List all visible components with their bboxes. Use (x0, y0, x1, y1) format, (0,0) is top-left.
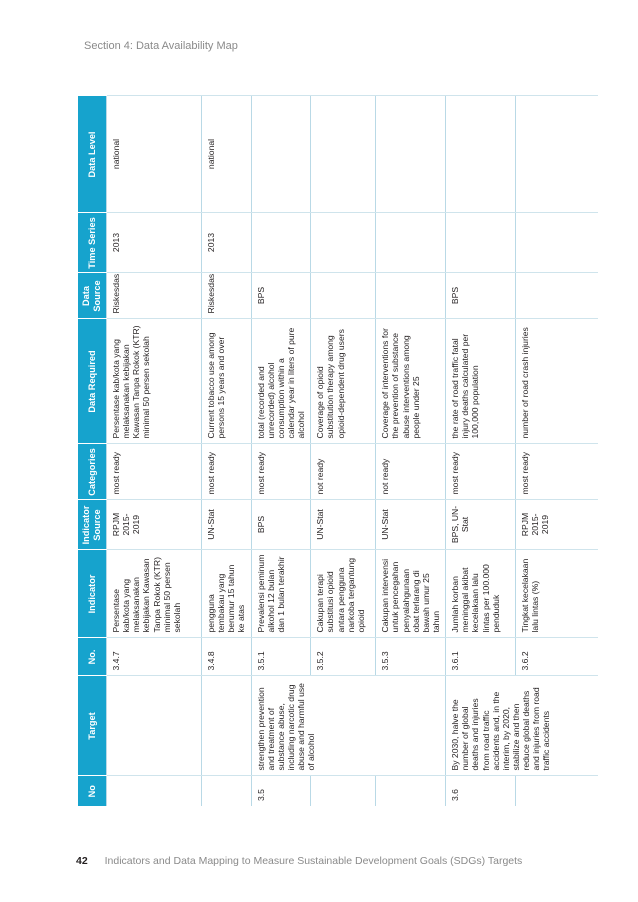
cell-data-level (516, 96, 598, 213)
cell-data-level (376, 96, 446, 213)
cell-indicator-no: 3.4.7 (107, 638, 202, 676)
table-row (107, 96, 202, 806)
cell-indicator: Persentase kab/kota yang melaksanakan kebijakan Kawasan Tanpa Rokok (KTR) minimal 50 persen sekolah (107, 550, 202, 638)
cell-category: most ready (107, 444, 202, 500)
table-row (251, 96, 311, 806)
cell-target (202, 676, 252, 776)
cell-indicator: Cakupan terapi substitusi opioid antara pengguna narkoba tergantung opioid (311, 550, 376, 638)
cell-indicator-source: UN-Stat (202, 500, 252, 550)
cell-data-source (376, 273, 446, 319)
column-header-data-required: Data Required (78, 319, 107, 444)
cell-time-series (446, 213, 516, 273)
cell-indicator-source: RPJM 2015-2019 (107, 500, 202, 550)
cell-no (376, 776, 446, 806)
cell-no: 3.5 (251, 776, 311, 806)
data-availability-table (78, 96, 598, 807)
cell-indicator-no: 3.6.2 (516, 638, 598, 676)
column-header-data-source: Data Source (78, 273, 107, 319)
cell-no (202, 776, 252, 806)
table-header-row (78, 96, 107, 806)
cell-category: not ready (376, 444, 446, 500)
cell-indicator-no: 3.5.3 (376, 638, 446, 676)
cell-no (107, 776, 202, 806)
cell-data-source (516, 273, 598, 319)
cell-time-series: 2013 (202, 213, 252, 273)
cell-no (516, 776, 598, 806)
cell-category: most ready (251, 444, 311, 500)
cell-data-required: Coverage of opioid substitution therapy among opioid-dependent drug users (311, 319, 376, 444)
column-header-indicator-source: Indicator Source (78, 500, 107, 550)
cell-data-level (446, 96, 516, 213)
cell-data-required: number of road crash injuries (516, 319, 598, 444)
cell-time-series (376, 213, 446, 273)
cell-category: most ready (446, 444, 516, 500)
cell-data-source: BPS (446, 273, 516, 319)
cell-data-source: Riskesdas (202, 273, 252, 319)
cell-indicator: Jumlah korban meninggal akibat kecelakaan lalu lintas per 100.000 penduduk (446, 550, 516, 638)
column-header-data-level: Data Level (78, 96, 107, 213)
cell-data-required: Current tobacco use among persons 15 years and over (202, 319, 252, 444)
cell-category: most ready (516, 444, 598, 500)
cell-data-required: total (recorded and unrecorded) alcohol consumption within a calendar year in liters of pure alcohol (251, 319, 311, 444)
cell-target (107, 676, 202, 776)
column-header-time-series: Time Series (78, 213, 107, 273)
cell-time-series: 2013 (107, 213, 202, 273)
cell-indicator: Prevalensi peminum alkohol 12 bulan dan 1 bulan terakhir (251, 550, 311, 638)
cell-time-series (516, 213, 598, 273)
cell-category: most ready (202, 444, 252, 500)
cell-data-source: BPS (251, 273, 311, 319)
data-availability-table-rotated (78, 96, 588, 806)
section-title: Section 4: Data Availability Map (84, 40, 238, 52)
cell-data-source: Riskesdas (107, 273, 202, 319)
cell-no: 3.6 (446, 776, 516, 806)
cell-target: strengthen prevention and treatment of substance abuse, including narcotic drug abuse and harmful use of alcohol (251, 676, 446, 776)
column-header-no: No (78, 776, 107, 806)
table-row (446, 96, 516, 806)
cell-indicator-no: 3.4.8 (202, 638, 252, 676)
table-row (202, 96, 252, 806)
cell-indicator-no: 3.5.1 (251, 638, 311, 676)
cell-indicator-no: 3.5.2 (311, 638, 376, 676)
cell-data-required: Coverage of interventions for the prevention of substance abuse interventions among people under 25 (376, 319, 446, 444)
cell-indicator-source: BPS (251, 500, 311, 550)
cell-no (311, 776, 376, 806)
column-header-categories: Categories (78, 444, 107, 500)
column-header-indicator: Indicator (78, 550, 107, 638)
cell-time-series (311, 213, 376, 273)
page-footer (76, 855, 522, 867)
cell-data-level: national (107, 96, 202, 213)
cell-data-level (311, 96, 376, 213)
cell-data-level: national (202, 96, 252, 213)
cell-indicator: Tingkat kecelakaan lalu lintas (%) (516, 550, 598, 638)
cell-indicator: pengguna tembakau yang berumur 15 tahun ke atas (202, 550, 252, 638)
cell-indicator-source: UN-Stat (311, 500, 376, 550)
cell-data-required: the rate of road traffic fatal injury deaths calculated per 100,000 population (446, 319, 516, 444)
cell-indicator-no: 3.6.1 (446, 638, 516, 676)
cell-indicator-source: BPS, UN-Stat (446, 500, 516, 550)
cell-data-required: Persentase kab/kota yang melaksanakan kebijakan Kawasan Tanpa Rokok (KTR) minimal 50 persen sekolah (107, 319, 202, 444)
cell-time-series (251, 213, 311, 273)
cell-data-source (311, 273, 376, 319)
cell-indicator: Cakupan intervensi untuk pencegahan penyalahgunaan obat terlarang di bawah umur 25 tahun (376, 550, 446, 638)
column-header-target: Target (78, 676, 107, 776)
cell-category: not ready (311, 444, 376, 500)
cell-indicator-source: RPJM 2015-2019 (516, 500, 598, 550)
page-number: 42 (76, 855, 88, 867)
column-header-indicator-no: No. (78, 638, 107, 676)
cell-target: By 2030, halve the number of global deaths and injuries from road traffic accidents and, in the interim, by 2020, stabilize and then reduce global deaths and injuries from road traffic accidents (446, 676, 598, 776)
cell-indicator-source: UN-Stat (376, 500, 446, 550)
footer-text: Indicators and Data Mapping to Measure Sustainable Development Goals (SDGs) Targets (104, 855, 523, 867)
cell-data-level (251, 96, 311, 213)
